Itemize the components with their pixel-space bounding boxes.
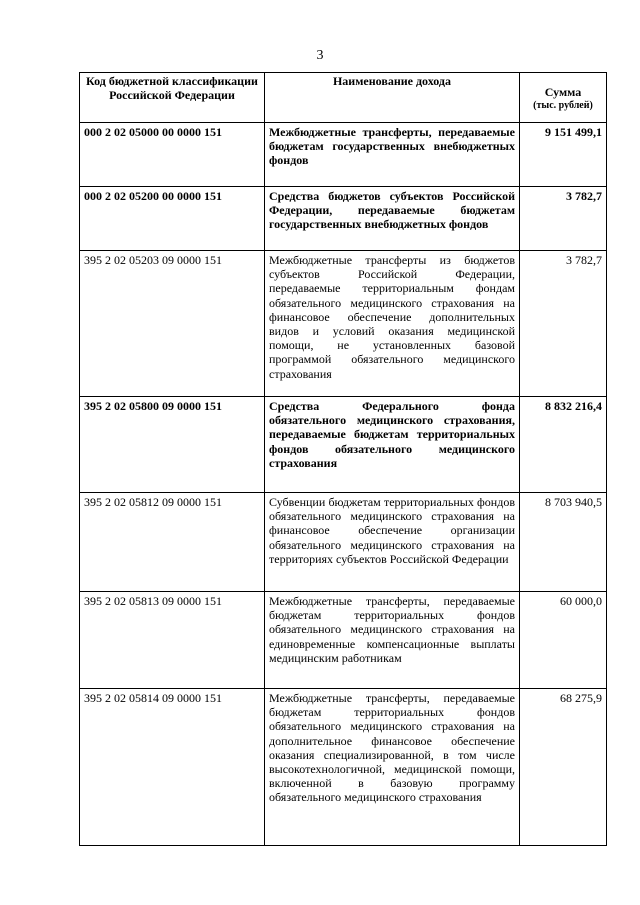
- header-sum-unit: (тыс. рублей): [533, 100, 593, 111]
- row-amount: 8 832 216,4: [520, 397, 607, 493]
- row-code: 395 2 02 05813 09 0000 151: [80, 592, 265, 689]
- row-code: 000 2 02 05000 00 0000 151: [80, 123, 265, 187]
- row-code: 395 2 02 05814 09 0000 151: [80, 689, 265, 846]
- row-amount: 3 782,7: [520, 187, 607, 251]
- budget-income-table: [79, 72, 607, 846]
- row-amount: 3 782,7: [520, 251, 607, 397]
- table-row: [80, 123, 607, 187]
- row-amount: 8 703 940,5: [520, 493, 607, 592]
- page-number: 3: [316, 48, 324, 63]
- header-code: Код бюджетной классификации Российской Федерации: [80, 73, 265, 123]
- row-name: Межбюджетные трансферты, передаваемые бюджетам государственных внебюджетных фондов: [265, 123, 520, 187]
- row-code: 395 2 02 05203 09 0000 151: [80, 251, 265, 397]
- row-amount: 60 000,0: [520, 592, 607, 689]
- row-amount: 9 151 499,1: [520, 123, 607, 187]
- row-name: Межбюджетные трансферты, передаваемые бюджетам территориальных фондов обязательного медицинского страхования на единовременные компенсационные выплаты медицинским работникам: [265, 592, 520, 689]
- table-row: [80, 187, 607, 251]
- table-header-row: [80, 73, 607, 123]
- row-name: Межбюджетные трансферты, передаваемые бюджетам территориальных фондов обязательного медицинского страхования на дополнительное финансовое обеспечение оказания специализированной, в том числе высокотехнологичной, медицинской помощи, включенной в базовую программу обязательного медицинского страхования: [265, 689, 520, 846]
- row-code: 395 2 02 05800 09 0000 151: [80, 397, 265, 493]
- row-name: Средства бюджетов субъектов Российской Федерации, передаваемые бюджетам государственных внебюджетных фондов: [265, 187, 520, 251]
- table-row: [80, 592, 607, 689]
- row-code: 395 2 02 05812 09 0000 151: [80, 493, 265, 592]
- table-row: [80, 251, 607, 397]
- table-row: [80, 689, 607, 846]
- row-code: 000 2 02 05200 00 0000 151: [80, 187, 265, 251]
- table-row: [80, 493, 607, 592]
- row-amount: 68 275,9: [520, 689, 607, 846]
- row-name: Средства Федерального фонда обязательного медицинского страхования, передаваемые бюджетам территориальных фондов обязательного медицинского страхования: [265, 397, 520, 493]
- row-name: Межбюджетные трансферты из бюджетов субъектов Российской Федерации, передаваемые территориальным фондам обязательного медицинского страхования на финансовое обеспечение дополнительных видов и условий оказания медицинской помощи, не установленных базовой программой обязательного медицинского страхования: [265, 251, 520, 397]
- header-sum-label: Сумма: [544, 84, 582, 99]
- table-row: [80, 397, 607, 493]
- row-name: Субвенции бюджетам территориальных фондов обязательного медицинского страхования на финансовое обеспечение организации обязательного медицинского страхования на территориях субъектов Российской Федерации: [265, 493, 520, 592]
- header-name: Наименование дохода: [265, 73, 520, 123]
- header-sum: [520, 73, 607, 123]
